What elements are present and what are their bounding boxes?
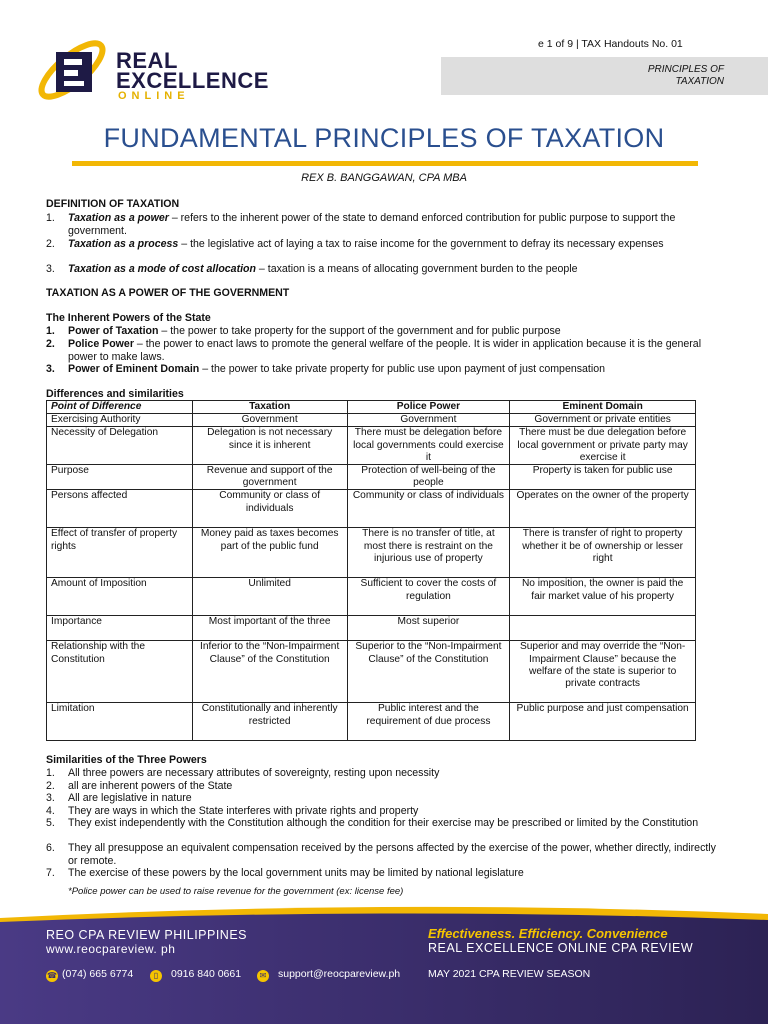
table-row — [47, 641, 696, 703]
similarity-item: They are ways in which the State interferes with private rights and property — [68, 805, 419, 817]
table-cell — [510, 616, 696, 641]
power-num-1: 1. — [46, 325, 55, 337]
table-row — [47, 616, 696, 641]
footer-email[interactable]: support@reocpareview.ph — [278, 968, 401, 980]
brand-name-line3: ONLINE — [118, 90, 190, 102]
similarity-item: All three powers are necessary attributes of sovereignty, resting upon necessity — [68, 767, 440, 779]
table-cell: No imposition, the owner is paid the fair market value of his property — [510, 578, 696, 616]
definition-item-2 — [68, 238, 728, 251]
differences-heading: Differences and similarities — [46, 388, 184, 400]
table-cell: Delegation is not necessary since it is inherent — [192, 427, 347, 465]
similarity-item: They exist independently with the Constitution although the condition for their exercise may be prescribed or limited by the Constitution — [68, 817, 699, 829]
table-cell: Constitutionally and inherently restricted — [192, 703, 347, 741]
inherent-powers-subheading: The Inherent Powers of the State — [46, 312, 211, 324]
table-row — [47, 528, 696, 578]
similarity-item: all are inherent powers of the State — [68, 780, 233, 792]
similarity-item: All are legislative in nature — [68, 792, 192, 804]
footer-phone2[interactable]: 0916 840 0661 — [171, 968, 242, 980]
table-row — [47, 427, 696, 465]
table-cell: Most important of the three — [192, 616, 347, 641]
table-cell: Property is taken for public use — [510, 465, 696, 490]
similarity-num: 7. — [46, 867, 55, 879]
footer-background — [0, 904, 768, 1024]
similarity-num: 6. — [46, 842, 55, 854]
similarity-num: 4. — [46, 805, 55, 817]
table-cell: There must be delegation before local governments could exercise it — [347, 427, 510, 465]
definition-term: Taxation as a process — [68, 238, 179, 250]
definition-num-3: 3. — [46, 263, 55, 275]
similarity-num: 3. — [46, 792, 55, 804]
table-cell: Most superior — [347, 616, 510, 641]
table-cell: Superior to the “Non-Impairment Clause” of the Constitution — [347, 641, 510, 703]
power-term: Power of Eminent Domain — [68, 363, 200, 375]
definition-text: – taxation is a means of allocating government burden to the people — [255, 263, 578, 275]
table-row — [47, 414, 696, 427]
footer-company: REO CPA REVIEW PHILIPPINES — [46, 928, 248, 942]
row-label-cell: Effect of transfer of property rights — [47, 528, 193, 578]
similarity-num: 5. — [46, 817, 55, 829]
footer-phone1[interactable]: (074) 665 6774 — [62, 968, 134, 980]
power-item-3 — [68, 363, 728, 376]
definition-num-1: 1. — [46, 212, 55, 224]
author: REX B. BANGGAWAN, CPA MBA — [301, 172, 467, 184]
table-header-row — [47, 401, 696, 414]
power-term: Power of Taxation — [68, 325, 159, 337]
table-cell: Money paid as taxes becomes part of the public fund — [192, 528, 347, 578]
similarity-num: 2. — [46, 780, 55, 792]
title-underline — [72, 161, 698, 166]
column-header: Taxation — [192, 401, 347, 414]
row-label-cell: Relationship with the Constitution — [47, 641, 193, 703]
column-header: Point of Difference — [47, 401, 193, 414]
table-cell: Unlimited — [192, 578, 347, 616]
power-num-2: 2. — [46, 338, 55, 350]
column-header: Eminent Domain — [510, 401, 696, 414]
power-heading: TAXATION AS A POWER OF THE GOVERNMENT — [46, 287, 290, 299]
definition-heading: DEFINITION OF TAXATION — [46, 198, 180, 210]
table-cell: Community or class of individuals — [347, 490, 510, 528]
row-label-cell: Limitation — [47, 703, 193, 741]
page-info: e 1 of 9 | TAX Handouts No. 01 — [538, 38, 683, 50]
power-num-3: 3. — [46, 363, 55, 375]
brand-name-line1: REAL — [116, 48, 178, 73]
row-label-cell: Necessity of Delegation — [47, 427, 193, 465]
table-cell: There is no transfer of title, at most there is restraint on the injurious use of property — [347, 528, 510, 578]
table-cell: Revenue and support of the government — [192, 465, 347, 490]
table-cell: Operates on the owner of the property — [510, 490, 696, 528]
similarity-item: They all presuppose an equivalent compensation received by the persons affected by the exercise of the power, whether directly, indirectly or remote. — [68, 842, 716, 867]
brand-name-line2: EXCELLENCE — [116, 68, 269, 93]
similarities-heading: Similarities of the Three Powers — [46, 754, 207, 766]
document-title: FUNDAMENTAL PRINCIPLES OF TAXATION — [103, 123, 665, 153]
definition-text: – the legislative act of laying a tax to raise income for the government to defray its necessary expenses — [178, 238, 664, 250]
row-label-cell: Persons affected — [47, 490, 193, 528]
footer-tagline: Effectiveness. Efficiency. Convenience — [428, 926, 668, 941]
definition-term: Taxation as a mode of cost allocation — [68, 263, 256, 275]
row-label-cell: Purpose — [47, 465, 193, 490]
table-row — [47, 490, 696, 528]
row-label-cell: Exercising Authority — [47, 414, 193, 427]
row-label-cell: Amount of Imposition — [47, 578, 193, 616]
power-text: – the power to enact laws to promote the general welfare of the people. It is wider in application because it is the general power to make laws. — [68, 338, 702, 363]
definition-num-2: 2. — [46, 238, 55, 250]
power-term: Police Power — [68, 338, 134, 350]
footnote: *Police power can be used to raise revenue for the government (ex: license fee) — [68, 886, 404, 897]
table-cell: Sufficient to cover the costs of regulation — [347, 578, 510, 616]
footer-website[interactable]: www.reocpareview. ph — [46, 942, 176, 956]
table-row — [47, 465, 696, 490]
footer-season: MAY 2021 CPA REVIEW SEASON — [428, 968, 591, 980]
similarity-item: The exercise of these powers by the local government units may be limited by national legislature — [68, 867, 524, 879]
definition-item-3 — [68, 263, 728, 276]
column-header: Police Power — [347, 401, 510, 414]
comparison-table — [46, 400, 696, 741]
logo-mark-icon — [34, 36, 112, 106]
email-icon: ✉ — [257, 970, 269, 982]
definition-term: Taxation as a power — [68, 212, 169, 224]
table-cell: Government — [347, 414, 510, 427]
brand-logo — [34, 36, 314, 108]
topic-box — [441, 57, 768, 95]
table-cell: Government or private entities — [510, 414, 696, 427]
power-item-1 — [68, 325, 728, 338]
row-label-cell: Importance — [47, 616, 193, 641]
topic-label: PRINCIPLES OF TAXATION — [647, 64, 724, 87]
phone-icon: ☎ — [47, 971, 57, 980]
power-text: – the power to take property for the support of the government and for public purpose — [158, 325, 561, 337]
table-cell: Protection of well-being of the people — [347, 465, 510, 490]
footer-review-name: REAL EXCELLENCE ONLINE CPA REVIEW — [428, 941, 694, 955]
power-text: – the power to take private property for public use upon payment of just compensation — [199, 363, 606, 375]
table-row — [47, 578, 696, 616]
table-cell: Government — [192, 414, 347, 427]
power-item-2 — [68, 338, 728, 363]
definition-item-1 — [68, 212, 728, 237]
mobile-icon: ▯ — [150, 970, 162, 982]
similarity-num: 1. — [46, 767, 55, 779]
table-cell: Superior and may override the “Non-Impairment Clause” because the welfare of the state is superior to private contracts — [510, 641, 696, 703]
definition-text: – refers to the inherent power of the state to demand enforced contribution for public purpose to support the government. — [68, 212, 676, 237]
table-cell: Public interest and the requirement of due process — [347, 703, 510, 741]
table-cell: There must be due delegation before local government or private party may exercise it — [510, 427, 696, 465]
table-cell: Public purpose and just compensation — [510, 703, 696, 741]
table-cell: Community or class of individuals — [192, 490, 347, 528]
table-cell: There is transfer of right to property whether it be of ownership or lesser right — [510, 528, 696, 578]
table-row — [47, 703, 696, 741]
table-cell: Inferior to the “Non-Impairment Clause” of the Constitution — [192, 641, 347, 703]
footer — [0, 904, 768, 1024]
